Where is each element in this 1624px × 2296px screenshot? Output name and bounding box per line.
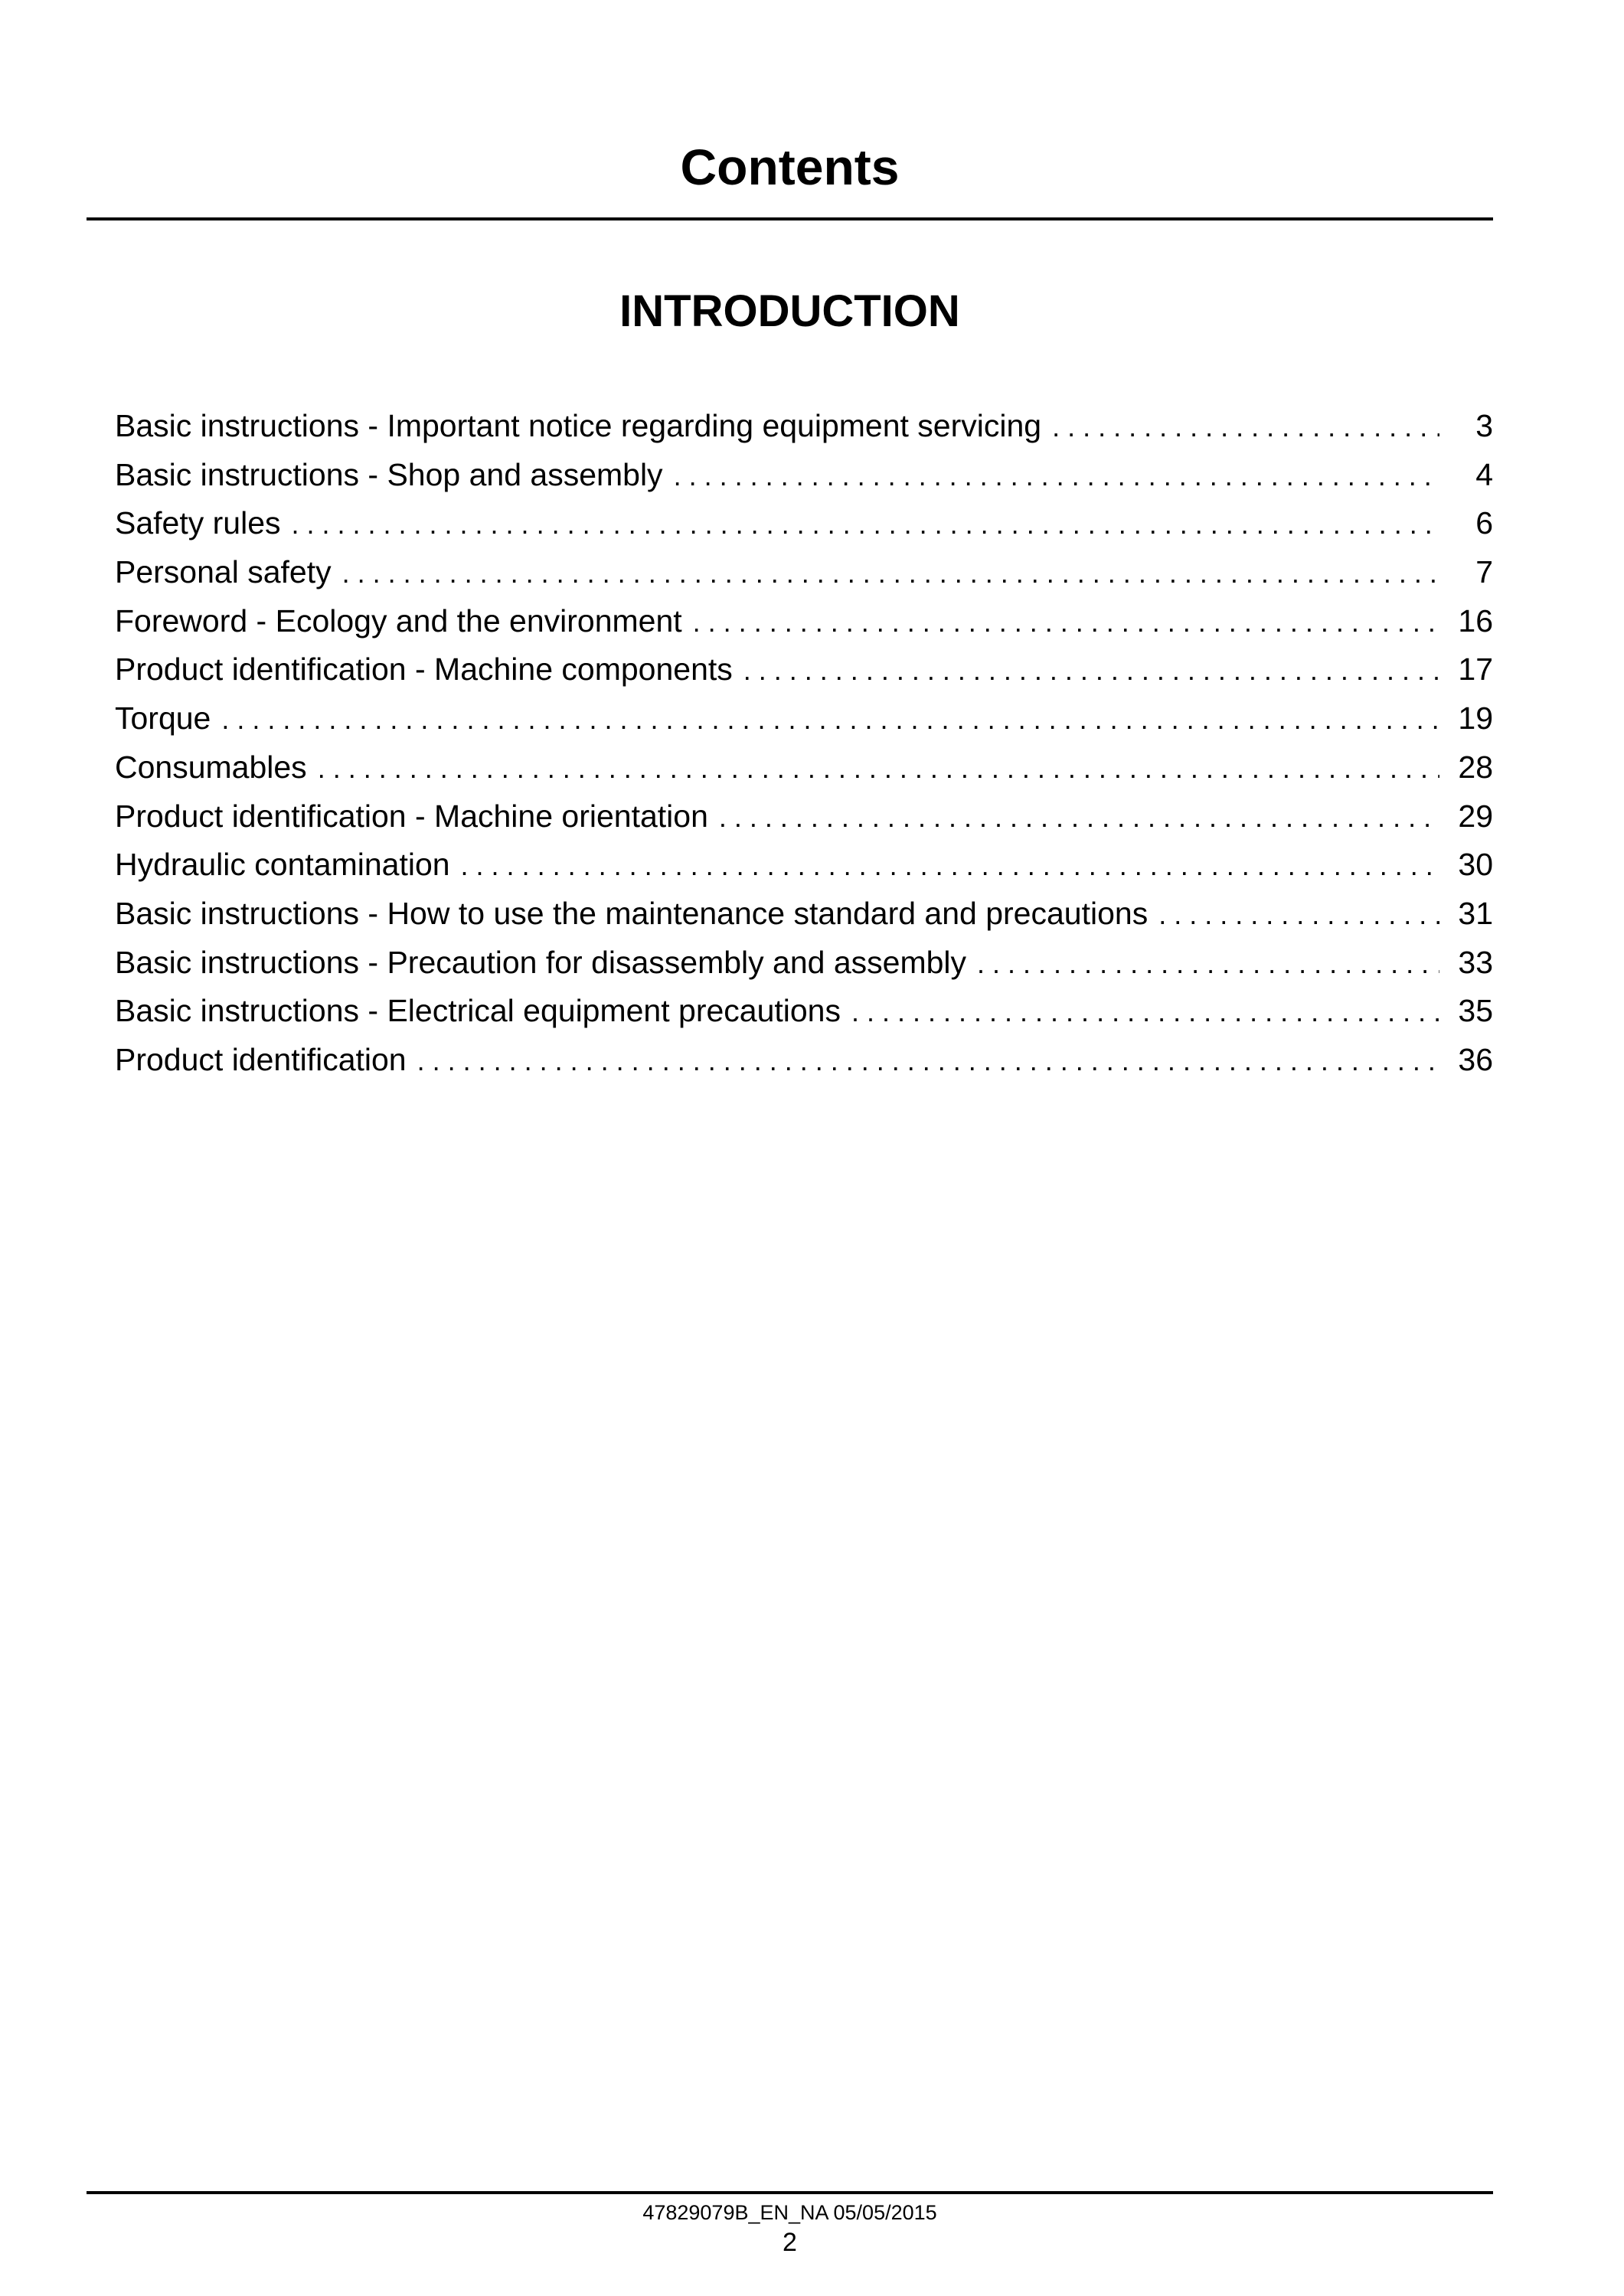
toc-entry[interactable] [115, 694, 1493, 743]
toc-dot-leader [1052, 403, 1439, 452]
toc-dot-leader [693, 598, 1439, 647]
toc-dot-leader [342, 549, 1439, 598]
table-of-contents [115, 402, 1493, 1085]
toc-entry-label: Basic instructions - Precaution for disassembly and assembly [115, 944, 967, 980]
toc-entry-page: 4 [1475, 456, 1493, 492]
toc-dot-leader [743, 646, 1439, 695]
toc-entry-page: 35 [1458, 993, 1493, 1029]
toc-entry-label: Basic instructions - How to use the maintenance standard and precautions [115, 895, 1149, 931]
toc-dot-leader [318, 744, 1439, 793]
toc-entry-page: 16 [1458, 603, 1493, 639]
toc-entry-page: 29 [1458, 798, 1493, 834]
toc-entry-page: 6 [1475, 505, 1493, 541]
toc-entry[interactable] [115, 792, 1493, 841]
toc-entry-page: 7 [1475, 554, 1493, 590]
toc-entry-page: 17 [1458, 652, 1493, 687]
toc-dot-leader [417, 1037, 1439, 1086]
toc-entry[interactable] [115, 451, 1493, 500]
toc-entry-page: 31 [1458, 895, 1493, 931]
toc-dot-leader [674, 452, 1439, 501]
toc-dot-leader [851, 988, 1439, 1037]
toc-entry[interactable] [115, 548, 1493, 597]
toc-entry[interactable] [115, 499, 1493, 548]
toc-entry-label: Foreword - Ecology and the environment [115, 603, 682, 639]
toc-entry-label: Personal safety [115, 554, 332, 590]
toc-entry-page: 33 [1458, 944, 1493, 980]
footer-document-id: 47829079B_EN_NA 05/05/2015 [642, 2201, 937, 2224]
toc-entry[interactable] [115, 939, 1493, 988]
toc-dot-leader [221, 695, 1439, 744]
toc-entry[interactable] [115, 890, 1493, 939]
toc-entry-label: Product identification - Machine components [115, 652, 733, 687]
section-title: INTRODUCTION [619, 286, 960, 336]
toc-dot-leader [292, 500, 1440, 549]
toc-entry-label: Hydraulic contamination [115, 847, 450, 883]
toc-entry-label: Basic instructions - Shop and assembly [115, 456, 663, 492]
toc-entry-label: Consumables [115, 749, 307, 785]
toc-dot-leader [977, 939, 1439, 988]
toc-entry-label: Safety rules [115, 505, 281, 541]
header-divider [87, 217, 1493, 220]
toc-entry-page: 36 [1458, 1041, 1493, 1077]
toc-entry-label: Product identification - Machine orientation [115, 798, 708, 834]
toc-dot-leader [1158, 890, 1439, 939]
footer-page-number: 2 [783, 2228, 797, 2257]
toc-entry[interactable] [115, 743, 1493, 792]
toc-entry-label: Product identification [115, 1041, 407, 1077]
toc-entry[interactable] [115, 1036, 1493, 1085]
toc-dot-leader [461, 841, 1439, 890]
toc-entry[interactable] [115, 987, 1493, 1036]
toc-entry-page: 30 [1458, 847, 1493, 883]
toc-entry-page: 3 [1475, 408, 1493, 443]
toc-dot-leader [719, 793, 1439, 842]
toc-entry[interactable] [115, 597, 1493, 646]
toc-entry-page: 28 [1458, 749, 1493, 785]
toc-entry-label: Basic instructions - Electrical equipment precautions [115, 993, 841, 1029]
toc-entry[interactable] [115, 402, 1493, 451]
footer-divider [87, 2191, 1493, 2194]
toc-entry-label: Basic instructions - Important notice regarding equipment servicing [115, 408, 1042, 443]
toc-entry-label: Torque [115, 701, 211, 736]
toc-entry-page: 19 [1458, 701, 1493, 736]
toc-entry[interactable] [115, 841, 1493, 890]
toc-entry[interactable] [115, 645, 1493, 694]
page-title: Contents [680, 139, 900, 195]
